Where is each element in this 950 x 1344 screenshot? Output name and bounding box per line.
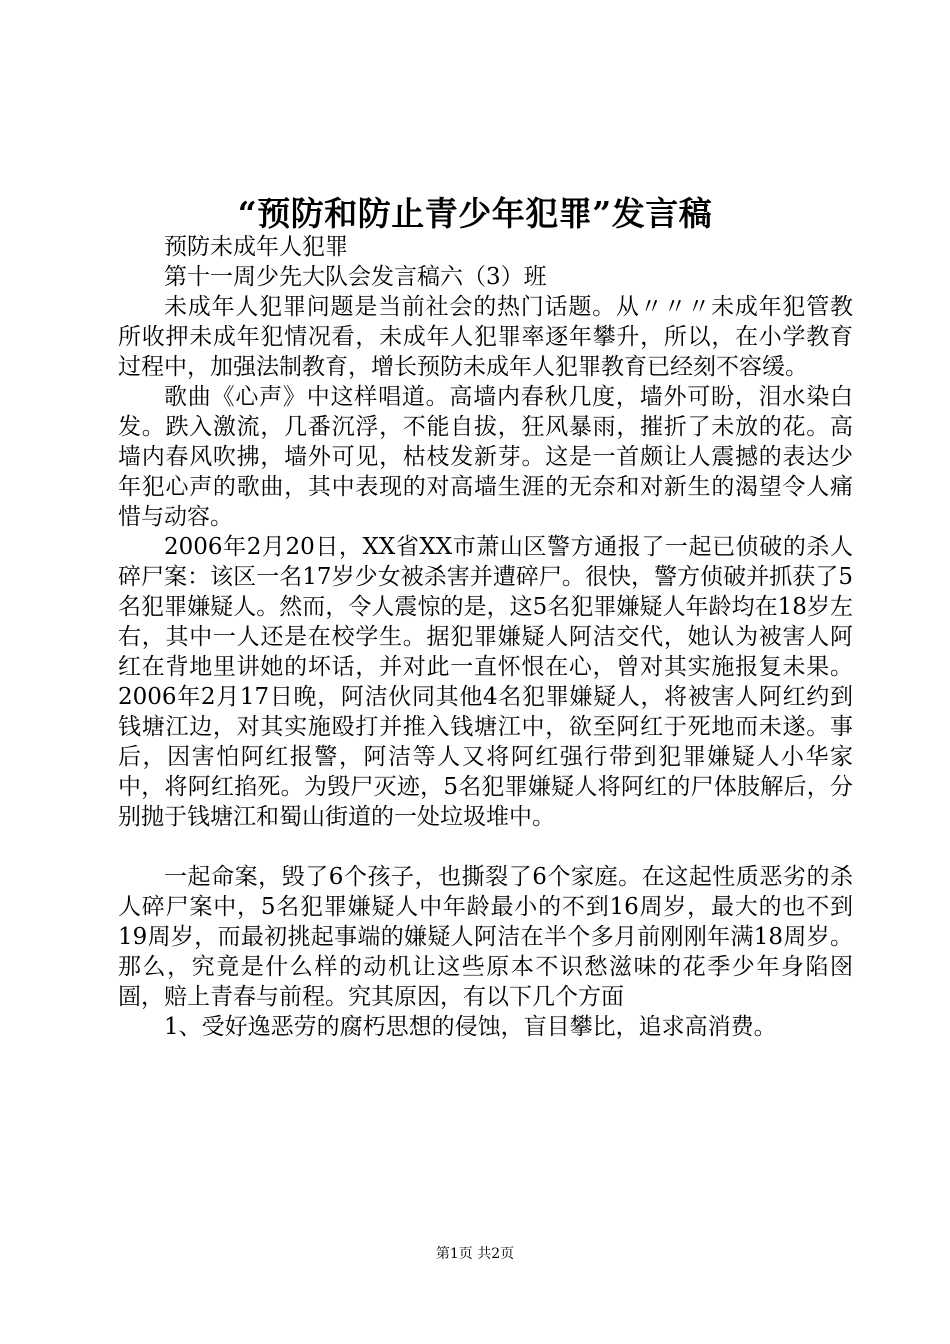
page-footer: 第1页 共2页 bbox=[435, 1246, 515, 1262]
paragraph: 2006年2月20日，XX省XX市萧山区警方通报了一起已侦破的杀人碎尸案：该区一名17岁少女被杀害并遭碎尸。很快，警方侦破并抓获了5名犯罪嫌疑人。然而，令人震惊的是，这5名犯罪嫌疑人年龄均在18岁左右，其中一人还是在校学生。据犯罪嫌疑人阿洁交代，她认为被害人阿红在背地里讲她的坏话，并对此一直怀恨在心，曾对其实施报复未果。2006年2月17日晚，阿洁伙同其他4名犯罪嫌疑人，将被害人阿红约到钱塘江边，对其实施殴打并推入钱塘江中，欲至阿红于死地而未遂。事后，因害怕阿红报警，阿洁等人又将阿红强行带到犯罪嫌疑人小华家中，将阿红掐死。为毁尸灭迹，5名犯罪嫌疑人将阿红的尸体肢解后，分别抛于钱塘江和蜀山街道的一处垃圾堆中。 bbox=[118, 534, 853, 830]
paragraph: 一起命案，毁了6个孩子，也撕裂了6个家庭。在这起性质恶劣的杀人碎尸案中，5名犯罪嫌疑人中年龄最小的不到16周岁，最大的也不到19周岁，而最初挑起事端的嫌疑人阿洁在半个多月前刚刚年满18周岁。那么，究竟是什么样的动机让这些原本不识愁滋味的花季少年身陷囹圄，赔上青春与前程。究其原因，有以下几个方面 bbox=[118, 864, 853, 1010]
document-body bbox=[118, 232, 853, 1042]
document-title: “预防和防止青少年犯罪”发言稿 bbox=[237, 194, 713, 233]
paragraph-list-item: 1、受好逸恶劳的腐朽思想的侵蚀，盲目攀比，追求高消费。 bbox=[164, 1014, 777, 1040]
paragraph-class-info: 第十一周少先大队会发言稿六（3）班 bbox=[164, 264, 547, 290]
paragraph-subtitle: 预防未成年人犯罪 bbox=[164, 234, 348, 260]
paragraph: 未成年人犯罪问题是当前社会的热门话题。从〃〃〃未成年犯管教所收押未成年犯情况看，未成年人犯罪率逐年攀升，所以，在小学教育过程中，加强法制教育，增长预防未成年人犯罪教育已经刻不容缓。 bbox=[118, 294, 853, 380]
paragraph: 歌曲《心声》中这样唱道。高墙内春秋几度，墙外可盼，泪水染白发。跌入激流，几番沉浮，不能自拔，狂风暴雨，摧折了未放的花。高墙内春风吹拂，墙外可见，枯枝发新芽。这是一首颇让人震撼的表达少年犯心声的歌曲，其中表现的对高墙生涯的无奈和对新生的渴望令人痛惜与动容。 bbox=[118, 384, 853, 530]
